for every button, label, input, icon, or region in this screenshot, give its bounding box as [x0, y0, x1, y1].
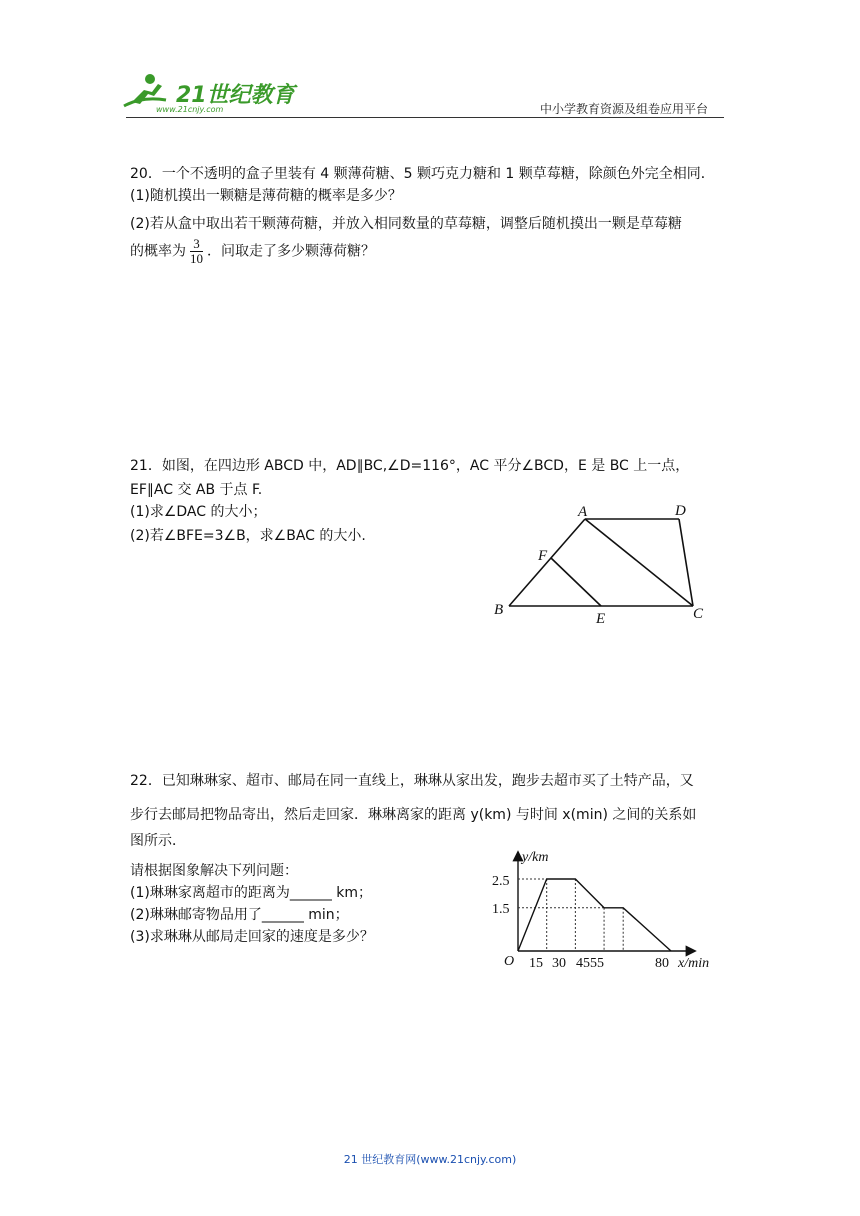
segment-EF — [551, 558, 601, 606]
header-platform-text: 中小学教育资源及组卷应用平台 — [540, 102, 709, 116]
x-tick-45-55: 4555 — [576, 956, 604, 971]
header-divider — [126, 117, 724, 118]
x-axis-label: x/min — [678, 956, 710, 971]
fraction-3-10: $\frac{3}{10}$ — [190, 236, 203, 266]
footer-source: 21 世纪教育网(www.21cnjy.com) — [343, 1153, 517, 1166]
q21-stem-cont: EF∥AC 交 AB 于点 F. — [130, 482, 263, 498]
q20-part1: (1)随机摸出一颗糖是薄荷糖的概率是多少？ — [130, 188, 402, 204]
origin-label: O — [504, 954, 515, 969]
q22-stem-end: 图所示． — [130, 833, 186, 849]
q22-parts — [130, 860, 480, 948]
q20-stem: 20．一个不透明的盒子里装有 4 颗薄荷糖、5 颗巧克力糖和 1 颗草莓糖，除颜色外完全相同． — [130, 166, 715, 182]
q21-stem: 21．如图，在四边形 ABCD 中，AD∥BC,∠D=116°，AC 平分∠BCD，E 是 BC 上一点， — [130, 458, 690, 474]
logo-url: www.21cnjy.com — [156, 105, 224, 114]
label-D: D — [675, 503, 686, 519]
label-F: F — [538, 548, 548, 564]
label-B: B — [494, 602, 504, 618]
x-tick-80: 80 — [655, 956, 669, 971]
question-20 — [130, 163, 730, 266]
q22-stem-cont: 步行去邮局把物品寄出，然后走回家．琳琳离家的距离 y(km) 与时间 x(min) 之间的关系如 — [130, 807, 697, 823]
q22-part2: (2)琳琳邮寄物品用了______ min； — [130, 907, 349, 923]
x-tick-15: 15 — [529, 956, 543, 971]
segment-DC — [679, 519, 693, 606]
label-C: C — [693, 606, 704, 622]
q22-part1: (1)琳琳家离超市的距离为______ km； — [130, 885, 373, 901]
q22-part3: (3)求琳琳从邮局走回家的速度是多少？ — [130, 929, 374, 945]
logo-text: 21世纪教育 — [176, 83, 295, 108]
y-axis-label: y/km — [522, 850, 549, 865]
y-tick-1-5: 1.5 — [492, 902, 510, 917]
q21-part2: (2)若∠BFE=3∠B，求∠BAC 的大小. — [130, 528, 366, 544]
x-tick-30: 30 — [552, 956, 566, 971]
q20-part2-cont: 的概率为 $\frac{3}{10}$ ．问取走了多少颗薄荷糖？ — [130, 236, 375, 266]
runner-logo-icon — [124, 74, 166, 106]
label-E: E — [596, 611, 606, 627]
quadrilateral-figure — [488, 498, 718, 630]
q22-stem: 22．已知琳琳家、超市、邮局在同一直线上，琳琳从家出发，跑步去超市买了土特产品，又 — [130, 773, 694, 789]
question-22 — [130, 770, 742, 852]
label-A: A — [578, 504, 588, 520]
distance-time-chart — [490, 845, 726, 975]
q20-part2: (2)若从盒中取出若干颗薄荷糖，并放入相同数量的草莓糖，调整后随机摸出一颗是草莓糖 — [130, 216, 682, 232]
series-line — [518, 879, 671, 951]
segment-AC — [585, 519, 693, 606]
q22-intro: 请根据图象解决下列问题： — [130, 863, 298, 879]
y-tick-2-5: 2.5 — [492, 874, 510, 889]
q21-part1: (1)求∠DAC 的大小； — [130, 504, 267, 520]
